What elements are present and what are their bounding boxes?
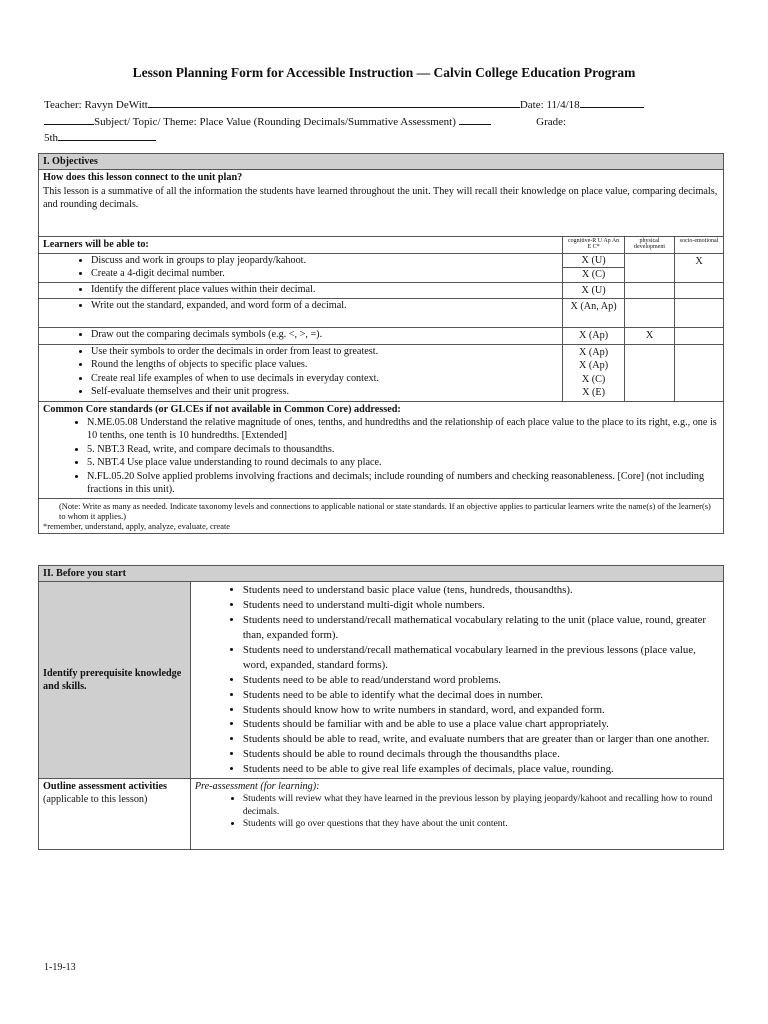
assessment-label: Outline assessment activities bbox=[43, 781, 167, 793]
learners-label: Learners will be able to: bbox=[39, 237, 563, 253]
prereq-item: • Students need to be able to identify what the decimal does in number. bbox=[243, 688, 719, 703]
standard-item: • 5. NBT.4 Use place value understanding to round decimals to any place. bbox=[87, 456, 719, 469]
objective-text: • Write out the standard, expanded, and word form of a decimal. bbox=[91, 299, 558, 312]
assessment-item: • Students will go over questions that they have about the unit content. bbox=[243, 818, 719, 830]
date-value: 11/4/18 bbox=[546, 99, 580, 111]
col-socio-emotional: socio-emotional bbox=[675, 237, 724, 253]
assessment-item: • Students will review what they have learned in the previous lesson by playing jeopardy/kahoot and recalling how to round decimals. bbox=[243, 793, 719, 818]
physical-mark: X bbox=[625, 328, 675, 344]
objective-row bbox=[39, 299, 724, 328]
date-label: Date: bbox=[519, 99, 544, 111]
prereq-label: Identify prerequisite knowledge and skills. bbox=[39, 582, 191, 779]
prereq-item: • Students should be able to round decimals through the thousandths place. bbox=[243, 747, 719, 762]
physical-mark bbox=[625, 253, 675, 282]
objective-text: • Self-evaluate themselves and their unit progress. bbox=[91, 385, 558, 398]
objective-row bbox=[39, 282, 724, 298]
socio-mark bbox=[675, 299, 724, 328]
subject-value: Place Value (Rounding Decimals/Summative Assessment) bbox=[199, 116, 456, 128]
standard-item: • N.FL.05.20 Solve applied problems involving fractions and decimals; include rounding of numbers and checking reasonableness. [Core] (not including fractions in this unit). bbox=[87, 470, 719, 497]
before-you-start-table bbox=[38, 565, 724, 850]
teacher-underline bbox=[148, 97, 520, 108]
socio-mark bbox=[675, 328, 724, 344]
grade-value: 5th bbox=[44, 132, 59, 144]
cognitive-mark: X (E) bbox=[582, 387, 606, 399]
prereq-item: • Students should be familiar with and be able to use a place value chart appropriately. bbox=[243, 717, 719, 732]
assessment-label-cell bbox=[39, 779, 191, 850]
prereq-item: • Students need to understand multi-digit whole numbers. bbox=[243, 598, 719, 613]
standards-cell bbox=[39, 401, 724, 498]
objective-row bbox=[39, 253, 724, 282]
grade-underline bbox=[58, 130, 156, 141]
objective-text: • Discuss and work in groups to play jeopardy/kahoot. bbox=[91, 254, 558, 267]
cognitive-mark: X (Ap) bbox=[579, 346, 609, 358]
objective-text: • Draw out the comparing decimals symbols (e.g. <, >, =). bbox=[91, 328, 558, 341]
objectives-table bbox=[38, 153, 724, 534]
cognitive-mark: X (C) bbox=[581, 373, 606, 385]
assessment-cell bbox=[190, 779, 723, 850]
taxonomy-footnote: *remember, understand, apply, analyze, evaluate, create bbox=[43, 521, 230, 531]
subject-underline-left bbox=[44, 114, 94, 125]
prereq-item: • Students need to be able to give real life examples of decimals, place value, rounding. bbox=[243, 762, 719, 777]
subject-label: Subject/ Topic/ Theme: bbox=[94, 116, 197, 128]
pre-assessment-label: Pre-assessment (for learning): bbox=[194, 781, 320, 793]
assessment-sublabel: (applicable to this lesson) bbox=[43, 794, 148, 806]
socio-mark: X bbox=[675, 253, 724, 282]
objective-text: • Round the lengths of objects to specific place values. bbox=[91, 358, 558, 371]
standard-item: • N.ME.05.08 Understand the relative magnitude of ones, tenths, and hundredths and the relationship of each place value to the place to its right, e.g., one is 10 tenths, one tenth is 10 hundredths. [Extended] bbox=[87, 416, 719, 443]
teacher-label: Teacher: bbox=[44, 99, 82, 111]
date-underline bbox=[580, 97, 644, 108]
objectives-note: (Note: Write as many as needed. Indicate taxonomy levels and connections to applicable national or state standards. If an objective applies to particular learners write the name(s) of the learner(s) to whom it applies.) bbox=[59, 501, 711, 521]
standard-item: • 5. NBT.3 Read, write, and compare decimals to thousandths. bbox=[87, 443, 719, 456]
socio-mark bbox=[675, 282, 724, 298]
prereq-item: • Students need to be able to read/understand word problems. bbox=[243, 673, 719, 688]
grade-line bbox=[44, 130, 156, 144]
prereq-item: • Students need to understand/recall mathematical vocabulary learned in the previous lessons (place value, word, expanded, standard forms). bbox=[243, 643, 719, 673]
prereq-cell bbox=[190, 582, 723, 779]
document-title: Lesson Planning Form for Accessible Instruction — Calvin College Education Program bbox=[132, 65, 636, 80]
unit-connection-cell bbox=[39, 170, 724, 237]
objective-row bbox=[39, 328, 724, 344]
col-cognitive: cognitive-R U Ap An E C* bbox=[563, 237, 625, 253]
objective-text: • Create a 4-digit decimal number. bbox=[91, 267, 558, 280]
cognitive-mark: X (U) bbox=[563, 282, 625, 298]
physical-mark bbox=[625, 282, 675, 298]
footer-date: 1-19-13 bbox=[44, 962, 76, 973]
teacher-line bbox=[44, 97, 644, 111]
unit-connection-answer: This lesson is a summative of all the information the students have learned throughout the unit. They will recall their knowledge on place value, comparing decimals, and rounding decimals. bbox=[43, 185, 718, 211]
cognitive-mark: X (Ap) bbox=[579, 360, 609, 372]
teacher-value: Ravyn DeWitt bbox=[84, 99, 148, 111]
prereq-item: • Students should be able to read, write, and evaluate numbers that are greater than or larger than one another. bbox=[243, 732, 719, 747]
note-cell bbox=[39, 498, 724, 533]
subject-line bbox=[44, 114, 566, 128]
prereq-item: • Students need to understand/recall mathematical vocabulary relating to the unit (place value, round, greater than, expanded form). bbox=[243, 613, 719, 643]
objective-row-group bbox=[39, 344, 724, 401]
objectives-heading: I. Objectives bbox=[39, 154, 724, 170]
before-heading: II. Before you start bbox=[39, 566, 724, 582]
cognitive-mark: X (An, Ap) bbox=[563, 299, 625, 328]
physical-mark bbox=[625, 299, 675, 328]
objective-text: • Use their symbols to order the decimals in order from least to greatest. bbox=[91, 345, 558, 358]
col-physical: physical development bbox=[625, 237, 675, 253]
subject-underline-right bbox=[459, 114, 491, 125]
prereq-item: • Students need to understand basic place value (tens, hundreds, thousandths). bbox=[243, 583, 719, 598]
prereq-item: • Students should know how to write numbers in standard, word, and expanded form. bbox=[243, 703, 719, 718]
objective-text: • Create real life examples of when to use decimals in everyday context. bbox=[91, 372, 558, 385]
objective-text: • Identify the different place values within their decimal. bbox=[91, 283, 558, 296]
standards-label: Common Core standards (or GLCEs if not available in Common Core) addressed: bbox=[43, 403, 401, 415]
cognitive-mark: X (C) bbox=[563, 267, 624, 281]
grade-label: Grade: bbox=[536, 116, 567, 128]
cognitive-mark: X (U) bbox=[581, 254, 606, 266]
cognitive-mark: X (Ap) bbox=[563, 328, 625, 344]
unit-connection-question: How does this lesson connect to the unit plan? bbox=[43, 172, 243, 184]
